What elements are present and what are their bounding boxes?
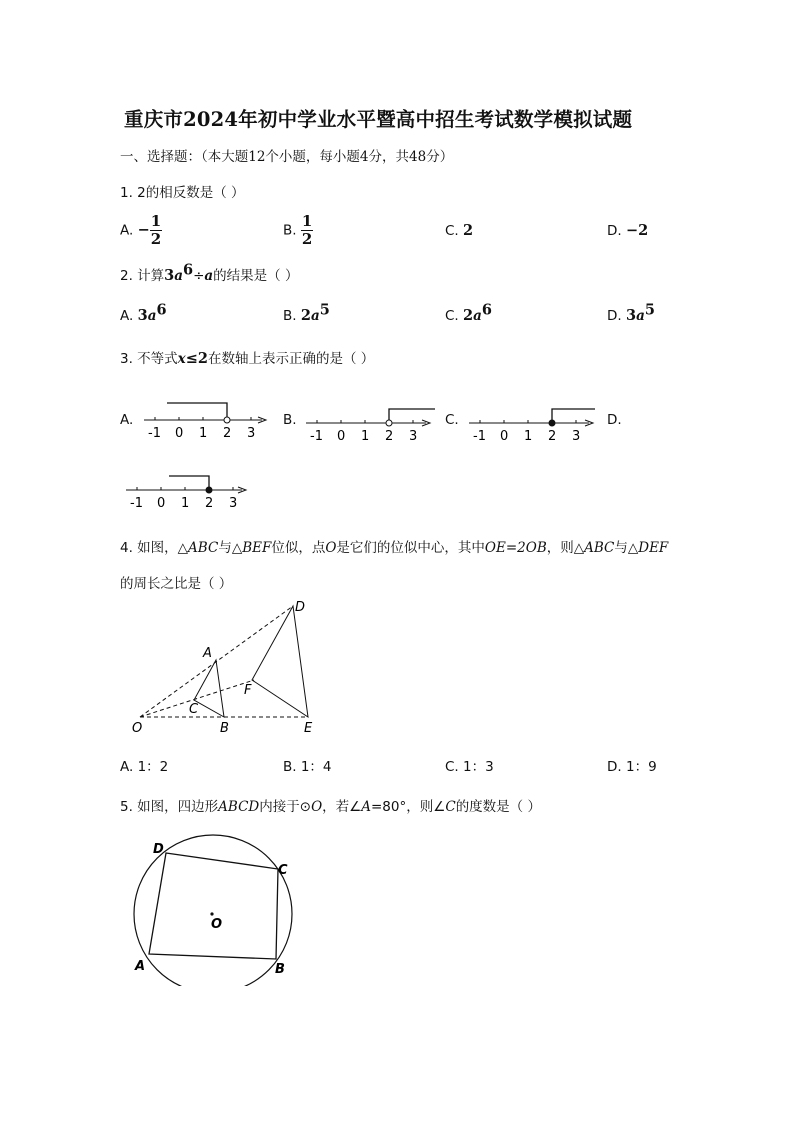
open-endpoint bbox=[224, 417, 230, 423]
coefficient: 3 bbox=[625, 307, 637, 324]
option-label: B. bbox=[283, 222, 297, 239]
numerator: 1 bbox=[301, 212, 313, 230]
coefficient: 3 bbox=[164, 267, 175, 284]
fraction bbox=[301, 213, 313, 248]
q3-option-c-label[interactable]: C. bbox=[445, 412, 459, 428]
triangle-abc bbox=[194, 660, 224, 717]
variable: a bbox=[310, 308, 320, 324]
circle-name: O bbox=[311, 799, 323, 815]
q3-option-a-label[interactable]: A. bbox=[120, 412, 134, 428]
exponent: 6 bbox=[156, 301, 167, 319]
label-o: O bbox=[132, 721, 143, 736]
question-3-stem bbox=[120, 347, 374, 367]
number-line-b[interactable] bbox=[302, 403, 442, 449]
stem-text: 5. 如图，四边形 bbox=[120, 799, 219, 815]
q2-option-a[interactable] bbox=[120, 301, 167, 324]
q4-option-c[interactable]: C. 1：3 bbox=[445, 759, 494, 775]
tick-label: -1 bbox=[310, 429, 323, 444]
exponent: 6 bbox=[183, 261, 194, 279]
fraction bbox=[150, 213, 162, 248]
label-e: E bbox=[304, 721, 313, 736]
q2-option-d[interactable] bbox=[607, 301, 655, 324]
denominator: 2 bbox=[301, 230, 313, 248]
triangle-name: △DEF bbox=[627, 540, 669, 556]
stem-text: ，则 bbox=[546, 540, 574, 556]
tick-label: 1 bbox=[361, 429, 370, 444]
coefficient: 2 bbox=[300, 307, 311, 324]
tick-label: -1 bbox=[130, 496, 143, 511]
q2-option-c[interactable] bbox=[445, 301, 492, 324]
point-name: O bbox=[325, 540, 337, 556]
option-label: C. bbox=[445, 223, 459, 239]
q3-option-b-label[interactable]: B. bbox=[283, 412, 297, 428]
triangle-def bbox=[252, 606, 308, 717]
triangle-name: △ABC bbox=[573, 540, 615, 556]
angle-name: A bbox=[361, 799, 371, 815]
question-1-stem: 1. 2的相反数是（ ） bbox=[120, 185, 245, 201]
page-title: 重庆市2024年初中学业水平暨高中招生考试数学模拟试题 bbox=[124, 108, 633, 131]
q1-option-c[interactable] bbox=[445, 222, 473, 239]
relation: ≤ bbox=[185, 350, 198, 367]
option-value: 2 bbox=[463, 222, 474, 239]
tick-label: 1 bbox=[524, 429, 533, 444]
coefficient: 3 bbox=[137, 307, 148, 324]
q4-option-a[interactable]: A. 1：2 bbox=[120, 759, 169, 775]
option-label: B. bbox=[283, 308, 297, 324]
option-label: C. bbox=[445, 308, 459, 324]
stem-text: ，若∠ bbox=[322, 799, 362, 815]
stem-text: 的度数是（ ） bbox=[455, 799, 541, 815]
q1-option-a[interactable] bbox=[120, 213, 162, 248]
question-5-stem bbox=[120, 795, 541, 815]
tick-label: 2 bbox=[205, 496, 214, 511]
tick-label: 0 bbox=[337, 429, 346, 444]
stem-text: 是它们的位似中心，其中 bbox=[336, 540, 485, 556]
tick-label: 2 bbox=[385, 429, 394, 444]
stem-text: 4. 如图， bbox=[120, 540, 178, 556]
angle-name: C bbox=[445, 799, 456, 815]
stem-text: 与 bbox=[614, 540, 628, 556]
label-d: D bbox=[153, 842, 164, 857]
homothety-figure bbox=[128, 596, 338, 740]
option-label: D. bbox=[607, 308, 622, 324]
center-point bbox=[210, 912, 213, 915]
question-4-stem-line2: 的周长之比是（ ） bbox=[120, 576, 233, 592]
triangle-name: △BEF bbox=[231, 540, 272, 556]
tick-label: 0 bbox=[500, 429, 509, 444]
stem-text: 2. 计算 bbox=[120, 268, 165, 284]
stem-text: 3. 不等式 bbox=[120, 351, 178, 367]
label-c: C bbox=[189, 702, 199, 717]
coefficient: 2 bbox=[463, 307, 474, 324]
stem-text: =80°，则∠ bbox=[371, 799, 446, 815]
triangle-name: △ABC bbox=[177, 540, 219, 556]
q4-option-b[interactable]: B. 1：4 bbox=[283, 759, 332, 775]
stem-text: 的结果是（ ） bbox=[213, 268, 299, 284]
closed-endpoint bbox=[206, 487, 212, 493]
variable: x bbox=[177, 351, 186, 367]
circle-o bbox=[134, 835, 292, 986]
variable: a bbox=[636, 308, 645, 324]
numerator: 1 bbox=[150, 212, 162, 230]
tick-label: 3 bbox=[572, 429, 581, 444]
label-f: F bbox=[244, 683, 252, 698]
q4-option-d[interactable]: D. 1：9 bbox=[607, 759, 657, 775]
tick-label: 2 bbox=[548, 429, 557, 444]
number-line-a[interactable] bbox=[140, 400, 275, 446]
minus-sign: − bbox=[137, 221, 150, 239]
label-d: D bbox=[295, 600, 306, 615]
number-line-c[interactable] bbox=[465, 403, 605, 449]
quadrilateral-abcd bbox=[149, 853, 278, 959]
variable: a bbox=[174, 268, 184, 284]
exponent: 5 bbox=[319, 301, 330, 319]
tick-label: -1 bbox=[148, 426, 161, 441]
label-b: B bbox=[220, 721, 229, 736]
tick-label: 0 bbox=[175, 426, 184, 441]
exponent: 6 bbox=[481, 301, 492, 319]
tick-label: 3 bbox=[247, 426, 256, 441]
tick-label: 3 bbox=[409, 429, 418, 444]
bound: 2 bbox=[197, 350, 208, 367]
tick-label: 3 bbox=[229, 496, 238, 511]
quad-name: ABCD bbox=[218, 799, 260, 815]
question-4-stem-line1 bbox=[120, 536, 668, 556]
q1-option-d[interactable] bbox=[607, 222, 648, 239]
option-label: A. bbox=[120, 222, 134, 239]
label-c: C bbox=[278, 863, 288, 878]
open-endpoint bbox=[386, 420, 392, 426]
variable: a bbox=[204, 268, 214, 284]
number-line-d[interactable] bbox=[122, 470, 257, 516]
variable: a bbox=[147, 308, 157, 324]
tick-label: 0 bbox=[157, 496, 166, 511]
variable: a bbox=[473, 308, 482, 324]
option-value: −2 bbox=[625, 222, 649, 239]
label-b: B bbox=[275, 962, 285, 977]
denominator: 2 bbox=[150, 230, 162, 248]
stem-text: 内接于⊙ bbox=[259, 799, 312, 815]
inscribed-quadrilateral-figure bbox=[128, 828, 303, 986]
tick-label: 1 bbox=[181, 496, 190, 511]
option-label: D. bbox=[607, 223, 622, 239]
stem-text: 与 bbox=[218, 540, 232, 556]
section-heading: 一、选择题：（本大题12个小题，每小题4分，共48分） bbox=[120, 149, 454, 165]
stem-text: 位似，点 bbox=[271, 540, 326, 556]
equation: OE=2OB bbox=[484, 540, 547, 556]
q1-option-b[interactable] bbox=[283, 213, 313, 248]
closed-endpoint bbox=[549, 420, 555, 426]
stem-text: 在数轴上表示正确的是（ ） bbox=[207, 351, 375, 367]
q3-option-d-label[interactable]: D. bbox=[607, 412, 622, 428]
question-2-stem bbox=[120, 261, 299, 284]
operator: ÷ bbox=[193, 268, 205, 284]
tick-label: 1 bbox=[199, 426, 208, 441]
label-a: A bbox=[203, 646, 212, 661]
label-o: O bbox=[211, 917, 223, 932]
tick-label: 2 bbox=[223, 426, 232, 441]
option-label: A. bbox=[120, 308, 134, 324]
tick-label: -1 bbox=[473, 429, 486, 444]
q2-option-b[interactable] bbox=[283, 301, 330, 324]
label-a: A bbox=[135, 959, 146, 974]
exponent: 5 bbox=[644, 301, 655, 319]
